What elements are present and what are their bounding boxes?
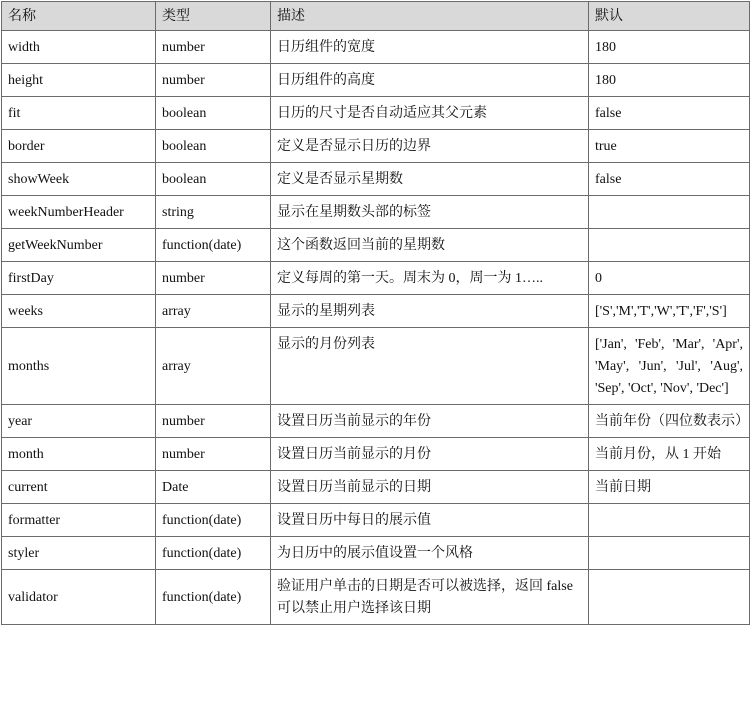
cell-default: ['S','M','T','W','T','F','S'] <box>589 295 750 328</box>
cell-default <box>589 570 750 625</box>
cell-type: function(date) <box>156 537 271 570</box>
table-row <box>2 262 750 295</box>
cell-name: showWeek <box>2 163 156 196</box>
cell-description: 这个函数返回当前的星期数 <box>271 229 589 262</box>
cell-name: weekNumberHeader <box>2 196 156 229</box>
cell-type: number <box>156 31 271 64</box>
cell-type: function(date) <box>156 504 271 537</box>
table-row <box>2 295 750 328</box>
cell-description: 设置日历当前显示的月份 <box>271 438 589 471</box>
cell-description: 显示的星期列表 <box>271 295 589 328</box>
cell-description: 定义每周的第一天。周末为 0，周一为 1….. <box>271 262 589 295</box>
header-type: 类型 <box>156 2 271 31</box>
cell-default: 180 <box>589 31 750 64</box>
cell-name: months <box>2 328 156 405</box>
table-row <box>2 64 750 97</box>
cell-description: 为日历中的展示值设置一个风格 <box>271 537 589 570</box>
cell-description: 定义是否显示日历的边界 <box>271 130 589 163</box>
cell-type: function(date) <box>156 570 271 625</box>
table-row <box>2 163 750 196</box>
header-default: 默认 <box>589 2 750 31</box>
table-row <box>2 229 750 262</box>
header-description: 描述 <box>271 2 589 31</box>
table-row <box>2 31 750 64</box>
cell-name: height <box>2 64 156 97</box>
table-row <box>2 405 750 438</box>
table-header-row <box>2 2 750 31</box>
table-row <box>2 471 750 504</box>
properties-table <box>1 1 750 625</box>
cell-description: 显示的月份列表 <box>271 328 589 405</box>
table-row <box>2 537 750 570</box>
cell-description: 日历组件的宽度 <box>271 31 589 64</box>
cell-type: array <box>156 295 271 328</box>
cell-name: firstDay <box>2 262 156 295</box>
cell-description: 验证用户单击的日期是否可以被选择，返回 false 可以禁止用户选择该日期 <box>271 570 589 625</box>
cell-default <box>589 537 750 570</box>
cell-default: true <box>589 130 750 163</box>
header-name: 名称 <box>2 2 156 31</box>
cell-default: 当前年份（四位数表示） <box>589 405 750 438</box>
cell-name: formatter <box>2 504 156 537</box>
cell-default <box>589 229 750 262</box>
table-row <box>2 196 750 229</box>
cell-type: number <box>156 64 271 97</box>
cell-description: 显示在星期数头部的标签 <box>271 196 589 229</box>
cell-description: 设置日历当前显示的年份 <box>271 405 589 438</box>
table-row <box>2 328 750 405</box>
cell-description: 日历的尺寸是否自动适应其父元素 <box>271 97 589 130</box>
cell-type: boolean <box>156 97 271 130</box>
table-row <box>2 570 750 625</box>
cell-type: boolean <box>156 130 271 163</box>
table-row <box>2 130 750 163</box>
cell-default: 180 <box>589 64 750 97</box>
cell-type: number <box>156 438 271 471</box>
cell-name: styler <box>2 537 156 570</box>
cell-type: function(date) <box>156 229 271 262</box>
cell-default: ['Jan', 'Feb', 'Mar', 'Apr', 'May', 'Jun', 'Jul', 'Aug', 'Sep', 'Oct', 'Nov', 'Dec'] <box>589 328 750 405</box>
cell-description: 设置日历当前显示的日期 <box>271 471 589 504</box>
cell-description: 设置日历中每日的展示值 <box>271 504 589 537</box>
table-row <box>2 97 750 130</box>
cell-default: 0 <box>589 262 750 295</box>
cell-name: weeks <box>2 295 156 328</box>
cell-name: year <box>2 405 156 438</box>
cell-default: false <box>589 163 750 196</box>
cell-default: false <box>589 97 750 130</box>
cell-type: boolean <box>156 163 271 196</box>
cell-default <box>589 504 750 537</box>
cell-type: array <box>156 328 271 405</box>
cell-default: 当前日期 <box>589 471 750 504</box>
cell-name: fit <box>2 97 156 130</box>
cell-name: current <box>2 471 156 504</box>
cell-description: 日历组件的高度 <box>271 64 589 97</box>
cell-type: string <box>156 196 271 229</box>
table-row <box>2 438 750 471</box>
cell-name: width <box>2 31 156 64</box>
cell-type: number <box>156 262 271 295</box>
table-row <box>2 504 750 537</box>
cell-default <box>589 196 750 229</box>
cell-description: 定义是否显示星期数 <box>271 163 589 196</box>
cell-name: validator <box>2 570 156 625</box>
cell-name: getWeekNumber <box>2 229 156 262</box>
cell-name: month <box>2 438 156 471</box>
cell-name: border <box>2 130 156 163</box>
cell-default: 当前月份，从 1 开始 <box>589 438 750 471</box>
cell-type: Date <box>156 471 271 504</box>
cell-type: number <box>156 405 271 438</box>
